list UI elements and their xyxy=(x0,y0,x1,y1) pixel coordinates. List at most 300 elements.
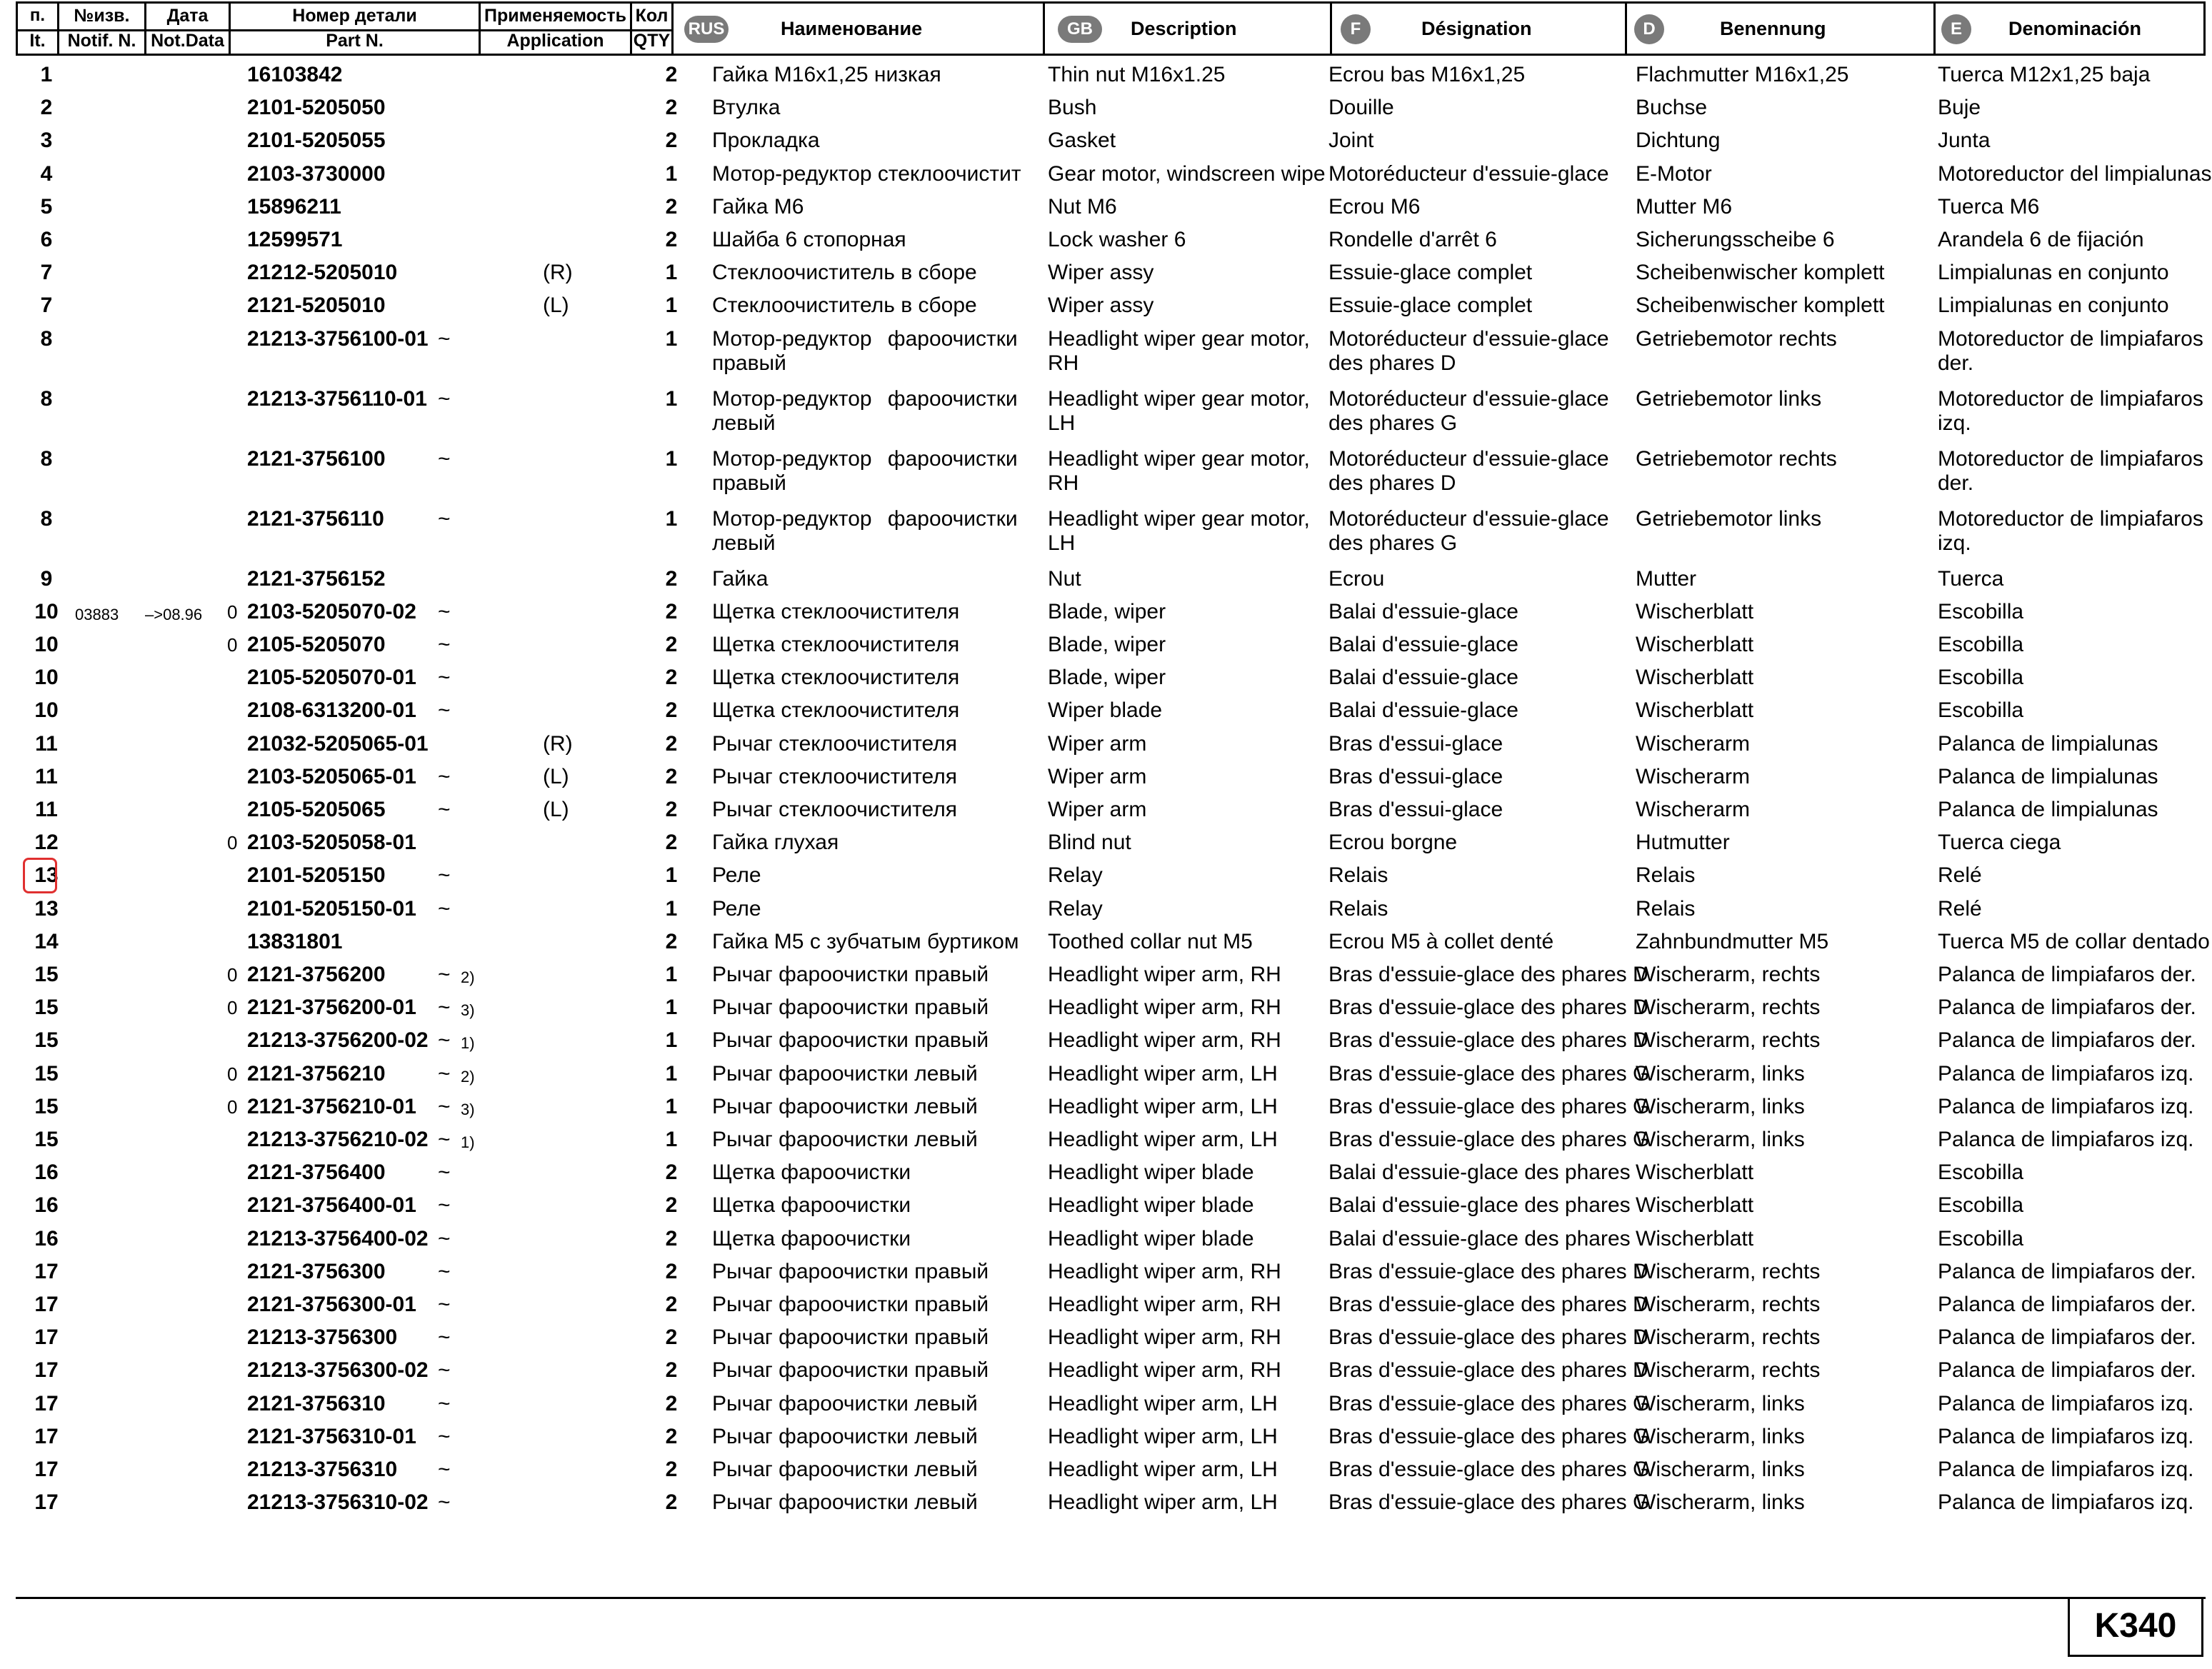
quantity: 2 xyxy=(665,1325,678,1350)
part-number: 2121-3756100 xyxy=(247,446,386,471)
header-lang-d xyxy=(1627,4,1936,54)
name-en: Wiper assy xyxy=(1048,294,1154,318)
item-number: 9 xyxy=(40,566,53,591)
name-fr: Balai d'essuie-glace des phares xyxy=(1328,1226,1631,1251)
part-number: 2121-3756300-01 xyxy=(247,1293,416,1316)
selected-item-highlight xyxy=(23,858,57,893)
part-number: 21213-3756400-02 xyxy=(247,1226,429,1251)
name-fr: Bras d'essui-glace xyxy=(1328,764,1503,788)
name-de: Hutmutter xyxy=(1636,831,1730,855)
header-date-ru: Дата xyxy=(166,6,209,26)
name-ru: Мотор-редуктор фароочистки правый xyxy=(712,326,1018,375)
name-ru: Гайка М6 xyxy=(712,194,804,219)
table-row xyxy=(0,91,2212,124)
change-mark: ~ xyxy=(438,326,451,351)
name-de: Wischerarm, links xyxy=(1636,1391,1805,1415)
table-row xyxy=(0,1354,2212,1387)
table-row xyxy=(0,1255,2212,1288)
name-de: Wischerarm xyxy=(1636,731,1751,756)
name-en: Headlight wiper gear motor, RH xyxy=(1048,446,1310,495)
header-item-no-ru: п. xyxy=(29,6,46,25)
name-de: Wischerarm, rechts xyxy=(1636,1028,1821,1053)
name-de: Flachmutter M16x1,25 xyxy=(1636,63,1849,86)
name-en: Headlight wiper arm, RH xyxy=(1048,1028,1281,1053)
name-es: Escobilla xyxy=(1938,599,2024,623)
name-ru: Рычаг фароочистки правый xyxy=(712,1293,989,1316)
part-number: 2101-5205055 xyxy=(247,129,386,153)
footnote-ref: 1) xyxy=(461,1133,475,1151)
quantity: 1 xyxy=(665,446,678,471)
table-row xyxy=(0,158,2212,191)
name-es: Palanca de limpiafaros der. xyxy=(1938,1259,2196,1283)
table-row xyxy=(0,958,2212,991)
change-mark: ~ xyxy=(438,1391,451,1415)
name-de: Wischerarm, links xyxy=(1636,1458,1805,1481)
change-mark: ~ xyxy=(438,996,451,1020)
item-number: 17 xyxy=(34,1424,59,1448)
part-number: 2121-3756110 xyxy=(247,506,384,531)
name-en: Wiper arm xyxy=(1048,731,1147,756)
name-es: Escobilla xyxy=(1938,1193,2024,1218)
change-mark: ~ xyxy=(438,1094,451,1118)
quantity: 1 xyxy=(665,1028,678,1053)
name-fr: Motoréducteur d'essuie-glace xyxy=(1328,161,1609,186)
name-fr: Bras d'essuie-glace des phares G xyxy=(1328,1424,1650,1448)
name-ru: Рычаг фароочистки левый xyxy=(712,1458,978,1481)
name-ru: Гайка М5 с зубчатым буртиком xyxy=(712,929,1019,953)
name-en: Headlight wiper blade xyxy=(1048,1161,1254,1185)
item-number: 10 xyxy=(34,666,59,690)
change-mark: ~ xyxy=(438,386,451,411)
revision-flag: 0 xyxy=(227,1096,238,1118)
quantity: 2 xyxy=(665,1193,678,1218)
table-row xyxy=(0,826,2212,859)
header-qty-en: QTY xyxy=(633,31,671,51)
table-row xyxy=(0,1388,2212,1420)
item-number: 17 xyxy=(34,1490,59,1515)
quantity: 1 xyxy=(665,863,678,888)
change-mark: ~ xyxy=(438,1325,451,1350)
name-es: Palanca de limpiafaros izq. xyxy=(1938,1458,2194,1481)
name-en: Headlight wiper arm, RH xyxy=(1048,1325,1281,1350)
name-fr: Bras d'essuie-glace des phares G xyxy=(1328,1061,1650,1086)
name-de: Wischerarm, rechts xyxy=(1636,1358,1821,1383)
name-fr: Ecrou M5 à collet denté xyxy=(1328,929,1554,953)
item-number: 8 xyxy=(40,506,53,531)
part-number: 2121-3756400 xyxy=(247,1161,386,1185)
table-header xyxy=(16,1,2206,56)
name-de: Wischerarm, rechts xyxy=(1636,963,1821,986)
change-mark: ~ xyxy=(438,633,451,656)
table-row xyxy=(0,59,2212,91)
item-number: 11 xyxy=(35,731,58,756)
quantity: 2 xyxy=(665,1490,678,1515)
name-en: Headlight wiper arm, LH xyxy=(1048,1391,1278,1415)
change-mark: ~ xyxy=(438,599,451,623)
name-de: Wischerblatt xyxy=(1636,666,1754,690)
name-fr: Bras d'essuie-glace des phares D xyxy=(1328,963,1648,986)
part-number: 2121-3756210-01 xyxy=(247,1094,416,1118)
name-en: Wiper arm xyxy=(1048,798,1147,821)
table-row xyxy=(0,503,2212,563)
item-number: 8 xyxy=(40,326,53,351)
quantity: 2 xyxy=(665,731,678,756)
change-mark: ~ xyxy=(438,798,451,821)
name-ru: Втулка xyxy=(712,96,781,120)
part-number: 2121-3756152 xyxy=(247,566,386,591)
quantity: 2 xyxy=(665,929,678,953)
part-number: 21213-3756310 xyxy=(247,1458,398,1481)
name-fr: Bras d'essuie-glace des phares D xyxy=(1328,996,1648,1020)
table-row xyxy=(0,596,2212,628)
name-es: Relé xyxy=(1938,863,1982,888)
name-es: Escobilla xyxy=(1938,1161,2024,1185)
header-item-no xyxy=(18,4,59,54)
item-number: 2 xyxy=(40,96,53,120)
part-number: 21032-5205065-01 xyxy=(247,731,429,756)
part-number: 2121-5205010 xyxy=(247,294,386,318)
name-fr: Bras d'essui-glace xyxy=(1328,731,1503,756)
quantity: 2 xyxy=(665,698,678,723)
name-es: Arandela 6 de fijación xyxy=(1938,228,2144,251)
part-number: 21213-3756200-02 xyxy=(247,1028,429,1053)
name-en: Headlight wiper arm, RH xyxy=(1048,963,1281,986)
quantity: 1 xyxy=(665,963,678,986)
item-number: 11 xyxy=(35,764,58,788)
rus-badge: RUS xyxy=(684,16,729,43)
change-mark: ~ xyxy=(438,1424,451,1448)
change-mark: ~ xyxy=(438,863,451,888)
header-lang-e xyxy=(1936,4,2203,54)
part-number: 2121-3756200 xyxy=(247,963,386,986)
part-number: 2121-3756210 xyxy=(247,1061,386,1086)
name-en: Thin nut M16x1.25 xyxy=(1048,63,1226,86)
name-ru: Рычаг фароочистки левый xyxy=(712,1061,978,1086)
name-ru: Рычаг фароочистки правый xyxy=(712,996,989,1020)
name-de: Relais xyxy=(1636,863,1696,888)
gb-badge: GB xyxy=(1058,16,1102,43)
part-number: 2103-5205058-01 xyxy=(247,831,416,855)
header-lang-rus xyxy=(674,4,1045,54)
part-number: 13831801 xyxy=(247,929,343,953)
quantity: 1 xyxy=(665,506,678,531)
name-ru: Рычаг фароочистки левый xyxy=(712,1094,978,1118)
change-mark: ~ xyxy=(438,506,451,531)
footnote-ref: 2) xyxy=(461,1067,475,1086)
name-es: Palanca de limpialunas xyxy=(1938,731,2158,756)
name-de: Wischerblatt xyxy=(1636,599,1754,623)
name-de: Mutter xyxy=(1636,566,1697,591)
name-de: Wischerarm xyxy=(1636,798,1751,821)
name-de: Wischerarm, rechts xyxy=(1636,1259,1821,1283)
change-mark: ~ xyxy=(438,1061,451,1086)
item-number: 5 xyxy=(40,194,53,219)
quantity: 1 xyxy=(665,386,678,411)
table-row xyxy=(0,191,2212,224)
name-en: Headlight wiper arm, RH xyxy=(1048,1293,1281,1316)
part-number: 2103-3730000 xyxy=(247,161,386,186)
part-number: 21213-3756310-02 xyxy=(247,1490,429,1515)
name-ru: Щетка фароочистки xyxy=(712,1161,911,1185)
name-en: Relay xyxy=(1048,863,1103,888)
item-number: 16 xyxy=(34,1193,59,1218)
name-ru: Щетка стеклоочистителя xyxy=(712,698,960,723)
name-en: Headlight wiper blade xyxy=(1048,1193,1254,1218)
name-ru: Рычаг стеклоочистителя xyxy=(712,764,957,788)
item-number: 1 xyxy=(40,63,53,86)
name-fr: Balai d'essuie-glace xyxy=(1328,698,1518,723)
quantity: 2 xyxy=(665,1391,678,1415)
name-es: Palanca de limpialunas xyxy=(1938,764,2158,788)
name-de: Scheibenwischer komplett xyxy=(1636,261,1885,285)
name-ru: Гайка xyxy=(712,566,769,591)
name-de: Wischerarm, links xyxy=(1636,1490,1805,1515)
quantity: 2 xyxy=(665,566,678,591)
part-number: 2108-6313200-01 xyxy=(247,698,416,723)
name-en: Blade, wiper xyxy=(1048,633,1166,656)
name-ru: Щетка стеклоочистителя xyxy=(712,666,960,690)
table-row xyxy=(0,289,2212,322)
change-mark: ~ xyxy=(438,963,451,986)
table-row xyxy=(0,1058,2212,1091)
revision-flag: 0 xyxy=(227,1063,238,1085)
table-row xyxy=(0,1156,2212,1189)
name-ru: Рычаг фароочистки левый xyxy=(712,1424,978,1448)
header-date-en: Not.Data xyxy=(151,31,224,51)
header-part-number xyxy=(231,4,481,54)
table-row xyxy=(0,1321,2212,1354)
table-row xyxy=(0,893,2212,926)
name-ru: Щетка стеклоочистителя xyxy=(712,599,960,623)
name-ru: Мотор-редуктор стеклоочистит xyxy=(712,161,1021,186)
name-en: Headlight wiper gear motor, LH xyxy=(1048,506,1310,555)
name-es: Palanca de limpiafaros der. xyxy=(1938,963,2196,986)
quantity: 2 xyxy=(665,666,678,690)
name-fr: Rondelle d'arrêt 6 xyxy=(1328,228,1497,251)
item-number: 13 xyxy=(34,863,59,888)
table-row xyxy=(0,628,2212,661)
table-row xyxy=(0,793,2212,826)
name-ru: Реле xyxy=(712,863,761,888)
name-en: Toothed collar nut M5 xyxy=(1048,929,1253,953)
application: (L) xyxy=(543,764,569,788)
item-number: 6 xyxy=(40,228,53,251)
page-id-box: K340 xyxy=(2068,1597,2203,1657)
name-es: Tuerca ciega xyxy=(1938,831,2061,855)
name-fr: Bras d'essuie-glace des phares D xyxy=(1328,1358,1648,1383)
item-number: 15 xyxy=(34,963,59,986)
change-mark: ~ xyxy=(438,666,451,690)
header-application xyxy=(481,4,632,54)
name-ru: Реле xyxy=(712,896,761,921)
quantity: 2 xyxy=(665,831,678,855)
bottom-divider xyxy=(16,1597,2206,1599)
table-row xyxy=(0,728,2212,761)
footnote-ref: 3) xyxy=(461,1100,475,1118)
part-number: 16103842 xyxy=(247,63,343,86)
table-row xyxy=(0,661,2212,694)
table-row xyxy=(0,1486,2212,1519)
name-en: Headlight wiper arm, LH xyxy=(1048,1490,1278,1515)
change-mark: ~ xyxy=(438,1128,451,1151)
table-row xyxy=(0,224,2212,256)
name-en: Headlight wiper gear motor, LH xyxy=(1048,386,1310,435)
quantity: 1 xyxy=(665,896,678,921)
name-es: Limpialunas en conjunto xyxy=(1938,261,2169,285)
header-lang-f xyxy=(1332,4,1627,54)
change-mark: ~ xyxy=(438,1490,451,1515)
item-number: 17 xyxy=(34,1391,59,1415)
header-application-ru: Применяемость xyxy=(484,6,626,26)
part-number: 2121-3756200-01 xyxy=(247,996,416,1020)
part-number: 21213-3756300-02 xyxy=(247,1358,429,1383)
name-en: Blind nut xyxy=(1048,831,1131,855)
revision-flag: 0 xyxy=(227,997,238,1019)
name-fr: Ecrou borgne xyxy=(1328,831,1458,855)
name-de: Wischerarm xyxy=(1636,764,1751,788)
name-en: Relay xyxy=(1048,896,1103,921)
quantity: 1 xyxy=(665,1061,678,1086)
name-de: Wischerblatt xyxy=(1636,633,1754,656)
name-es: Escobilla xyxy=(1938,666,2024,690)
item-number: 17 xyxy=(34,1259,59,1283)
name-ru: Рычаг фароочистки правый xyxy=(712,963,989,986)
name-ru: Рычаг фароочистки левый xyxy=(712,1128,978,1151)
name-de: Getriebemotor rechts xyxy=(1636,326,1837,351)
quantity: 2 xyxy=(665,228,678,251)
quantity: 2 xyxy=(665,96,678,120)
name-ru: Гайка глухая xyxy=(712,831,839,855)
name-ru: Рычаг фароочистки левый xyxy=(712,1391,978,1415)
name-es: Limpialunas en conjunto xyxy=(1938,294,2169,318)
name-de: Wischerblatt xyxy=(1636,1193,1754,1218)
change-mark: ~ xyxy=(438,1161,451,1185)
name-de: Relais xyxy=(1636,896,1696,921)
name-es: Motoreductor de limpiafaros izq. xyxy=(1938,386,2203,435)
table-row xyxy=(0,124,2212,157)
item-number: 17 xyxy=(34,1358,59,1383)
quantity: 2 xyxy=(665,633,678,656)
part-number: 21213-3756100-01 xyxy=(247,326,429,351)
name-es: Escobilla xyxy=(1938,633,2024,656)
name-de: Zahnbundmutter M5 xyxy=(1636,929,1829,953)
item-number: 4 xyxy=(40,161,53,186)
table-row xyxy=(0,926,2212,958)
item-number: 15 xyxy=(34,996,59,1020)
quantity: 1 xyxy=(665,161,678,186)
revision-flag: 0 xyxy=(227,964,238,986)
name-de: Wischerblatt xyxy=(1636,1226,1754,1251)
table-row xyxy=(0,443,2212,503)
name-es: Motoreductor del limpialunas xyxy=(1938,161,2212,186)
name-de: Sicherungsscheibe 6 xyxy=(1636,228,1835,251)
quantity: 2 xyxy=(665,1226,678,1251)
name-fr: Bras d'essuie-glace des phares D xyxy=(1328,1293,1648,1316)
name-es: Buje xyxy=(1938,96,1981,120)
revision-flag: 0 xyxy=(227,601,238,623)
name-es: Junta xyxy=(1938,129,1991,153)
name-en: Headlight wiper arm, LH xyxy=(1048,1094,1278,1118)
name-fr: Bras d'essui-glace xyxy=(1328,798,1503,821)
item-number: 14 xyxy=(34,929,59,953)
name-de: Mutter M6 xyxy=(1636,194,1733,219)
name-es: Escobilla xyxy=(1938,1226,2024,1251)
name-de: Wischerarm, rechts xyxy=(1636,996,1821,1020)
change-mark: ~ xyxy=(438,1358,451,1383)
table-row xyxy=(0,323,2212,383)
name-fr: Bras d'essuie-glace des phares G xyxy=(1328,1391,1650,1415)
application: (L) xyxy=(543,798,569,821)
header-item-no-en: It. xyxy=(29,31,46,51)
name-es: Tuerca M5 de collar dentado xyxy=(1938,929,2210,953)
name-ru: Мотор-редуктор фароочистки левый xyxy=(712,506,1018,555)
quantity: 1 xyxy=(665,1128,678,1151)
item-number: 15 xyxy=(34,1061,59,1086)
name-de: Dichtung xyxy=(1636,129,1721,153)
table-row xyxy=(0,694,2212,727)
quantity: 2 xyxy=(665,599,678,623)
item-number: 17 xyxy=(34,1325,59,1350)
name-de: Wischerarm, links xyxy=(1636,1061,1805,1086)
part-number: 2103-5205065-01 xyxy=(247,764,416,788)
name-fr: Bras d'essuie-glace des phares G xyxy=(1328,1458,1650,1481)
part-number: 15896211 xyxy=(247,194,341,219)
name-en: Headlight wiper arm, RH xyxy=(1048,1358,1281,1383)
revision-flag: 0 xyxy=(227,634,238,656)
change-mark: ~ xyxy=(438,446,451,471)
footnote-ref: 1) xyxy=(461,1034,475,1053)
part-number: 21212-5205010 xyxy=(247,261,398,285)
quantity: 2 xyxy=(665,764,678,788)
application: (R) xyxy=(543,731,573,756)
name-ru: Рычаг стеклоочистителя xyxy=(712,731,957,756)
name-fr: Bras d'essuie-glace des phares G xyxy=(1328,1490,1650,1515)
gb-title: Description xyxy=(1131,18,1237,39)
change-mark: ~ xyxy=(438,1028,451,1053)
name-en: Wiper arm xyxy=(1048,764,1147,788)
change-mark: ~ xyxy=(438,1293,451,1316)
name-en: Gear motor, windscreen wipe xyxy=(1048,161,1326,186)
part-number: 12599571 xyxy=(247,228,343,251)
table-row xyxy=(0,256,2212,289)
name-es: Motoreductor de limpiafaros der. xyxy=(1938,446,2203,495)
name-en: Headlight wiper arm, RH xyxy=(1048,1259,1281,1283)
name-es: Tuerca M12x1,25 baja xyxy=(1938,63,2151,86)
name-es: Relé xyxy=(1938,896,1982,921)
name-fr: Joint xyxy=(1328,129,1374,153)
name-ru: Рычаг фароочистки левый xyxy=(712,1490,978,1515)
name-en: Headlight wiper arm, LH xyxy=(1048,1458,1278,1481)
change-mark: ~ xyxy=(438,1259,451,1283)
name-ru: Рычаг фароочистки правый xyxy=(712,1358,989,1383)
name-fr: Balai d'essuie-glace des phares xyxy=(1328,1193,1631,1218)
name-es: Tuerca xyxy=(1938,566,2004,591)
name-en: Nut M6 xyxy=(1048,194,1117,219)
name-es: Palanca de limpialunas xyxy=(1938,798,2158,821)
name-fr: Ecrou M6 xyxy=(1328,194,1421,219)
name-de: Wischerarm, links xyxy=(1636,1128,1805,1151)
name-ru: Стеклоочиститель в сборе xyxy=(712,294,977,318)
name-ru: Рычаг фароочистки правый xyxy=(712,1259,989,1283)
name-de: Getriebemotor rechts xyxy=(1636,446,1837,471)
name-de: Wischerblatt xyxy=(1636,698,1754,723)
item-number: 12 xyxy=(34,831,59,855)
change-mark: ~ xyxy=(438,1193,451,1218)
e-badge: E xyxy=(1941,14,1971,44)
item-number: 7 xyxy=(40,294,53,318)
name-de: Wischerarm, links xyxy=(1636,1424,1805,1448)
part-number: 2121-3756310-01 xyxy=(247,1424,416,1448)
